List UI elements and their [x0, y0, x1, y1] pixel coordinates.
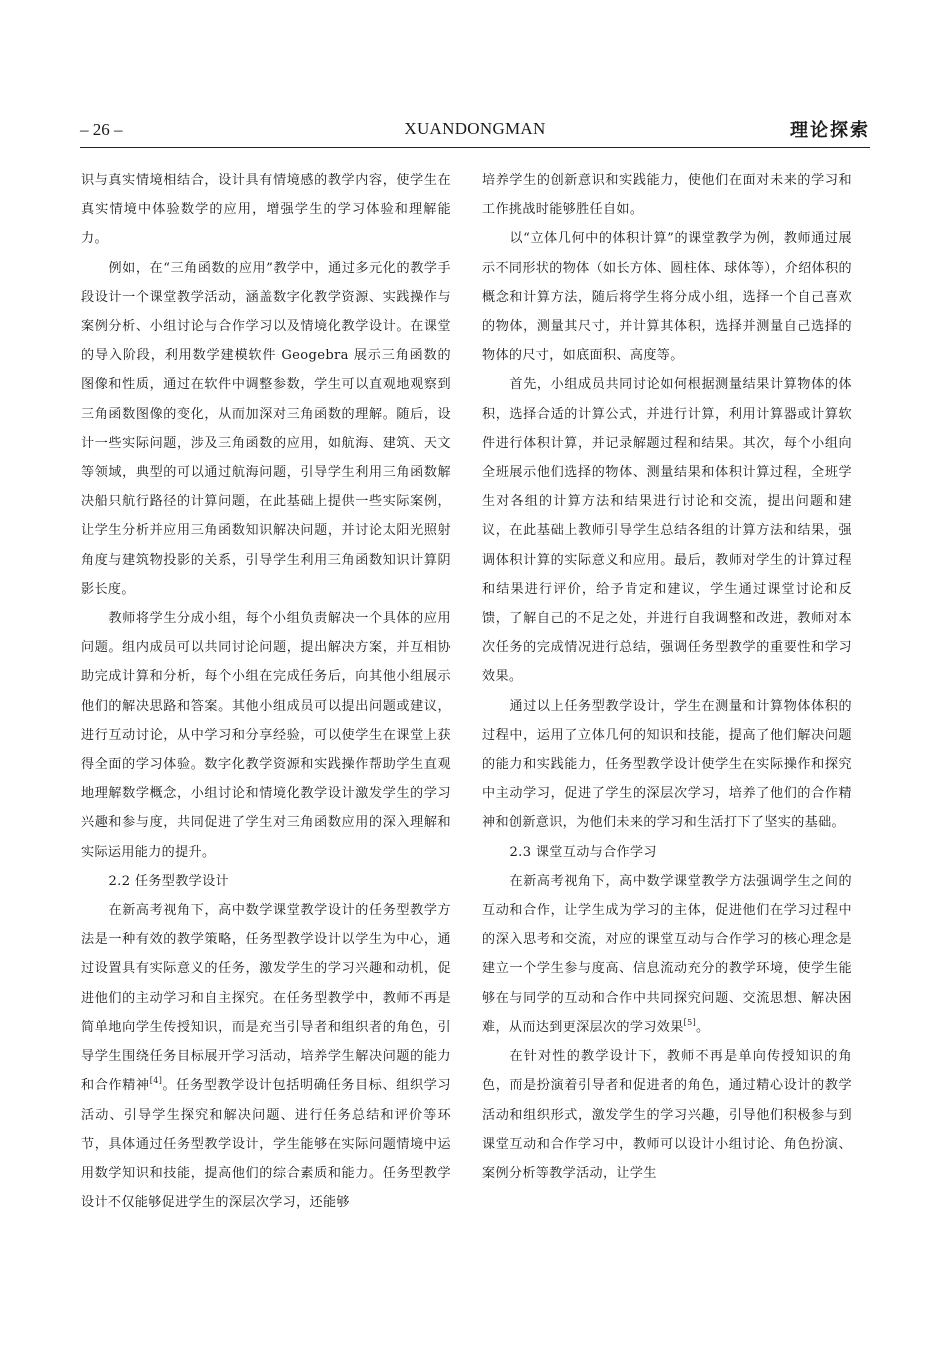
- paragraph-text: 在新高考视角下，高中数学课堂教学设计的任务型教学方法是一种有效的教学策略，任务型教学设计以学生为中心，通过设置具有实际意义的任务，激发学生的学习兴趣和动机，促进他们的主动学习和自主探究。在任务型教学中，教师不再是简单地向学生传授知识，而是充当引导者和组织者的角色，引导学生围绕任务目标展开学习活动，培养学生解决问题的能力和合作精神: [81, 903, 451, 1094]
- section-heading-2-3: 2.3 课堂互动与合作学习: [509, 844, 657, 860]
- header-rule: [80, 147, 870, 148]
- paragraph: 通过以上任务型教学设计，学生在测量和计算物体体积的过程中，运用了立体几何的知识和技能，提高了他们解决问题的能力和实践能力，任务型教学设计使学生在实际操作和探究中主动学习，促进了学生的深层次学习，培养了他们的合作精神和创新意识，为他们未来的学习和生活打下了坚实的基础。: [482, 698, 852, 831]
- paragraph: [81, 896, 451, 1217]
- paragraph-text: 在新高考视角下，高中数学课堂教学方法强调学生之间的互动和合作，让学生成为学习的主体，促进他们在学习过程中的深入思考和交流，对应的课堂互动与合作学习的核心理念是建立一个学生参与度高、信息流动充分的教学环境，使学生能够在与同学的互动和合作中共同探究问题、交流思想、解决困难，从而达到更深层次的学习效果: [482, 873, 852, 1035]
- paragraph: 教师将学生分成小组，每个小组负责解决一个具体的应用问题。组内成员可以共同讨论问题，提出解决方案，并互相协助完成计算和分析，每个小组在完成任务后，向其他小组展示他们的解决思路和答案。其他小组成员可以提出问题或建议，进行互动讨论，从中学习和分享经验，可以使学生在课堂上获得全面的学习体验。数字化教学资源和实践操作帮助学生直观地理解数学概念，小组讨论和情境化教学设计激发学生的学习兴趣和参与度，共同促进了学生对三角函数应用的深入理解和实际运用能力的提升。: [81, 611, 451, 860]
- paragraph: 在针对性的教学设计下，教师不再是单向传授知识的角色，而是扮演着引导者和促进者的角色，通过精心设计的教学活动和组织形式，激发学生的学习兴趣，引导他们积极参与到课堂互动和合作学习中，教师可以设计小组讨论、角色扮演、案例分析等教学活动，让学生: [482, 1049, 852, 1181]
- paragraph: [482, 867, 852, 1042]
- page-number: – 26 –: [80, 120, 123, 139]
- paragraph: 以“立体几何中的体积计算”的课堂教学为例，教师通过展示不同形状的物体（如长方体、圆柱体、球体等），介绍体积的概念和计算方法，随后将学生将分成小组，选择一个自己喜欢的物体，测量其尺寸，并计算其体积，选择并测量自己选择的物体的尺寸，如底面积、高度等。: [482, 231, 852, 364]
- running-header: [80, 116, 870, 146]
- citation-ref: [5]: [683, 1017, 697, 1027]
- right-column: [482, 166, 852, 1188]
- section-heading-2-2: 2.2 任务型教学设计: [108, 873, 229, 889]
- paragraph-text: 。: [696, 1019, 710, 1035]
- paragraph: 培养学生的创新意识和实践能力，使他们在面对未来的学习和工作挑战时能够胜任自如。: [482, 173, 852, 218]
- paragraph: 例如，在“三角函数的应用”教学中，通过多元化的教学手段设计一个课堂教学活动，涵盖数字化教学资源、实践操作与案例分析、小组讨论与合作学习以及情境化教学设计。在课堂的导入阶段，利用数学建模软件 Geogebra 展示三角函数的图像和性质，通过在软件中调整参数，学生可以直观地观察到三角函数图像的变化，从而加深对三角函数的理解。随后，设计一些实际问题，涉及三角函数的应用，如航海、建筑、天文等领域，典型的可以通过航海问题，引导学生利用三角函数解决船只航行路径的计算问题，在此基础上提供一些实际案例，让学生分析并应用三角函数知识解决问题，并讨论太阳光照射角度与建筑物投影的关系，引导学生利用三角函数知识计算阴影长度。: [81, 260, 451, 597]
- paragraph: 首先，小组成员共同讨论如何根据测量结果计算物体的体积，选择合适的计算公式，并进行计算，利用计算器或计算软件进行体积计算，并记录解题过程和结果。其次，每个小组向全班展示他们选择的物体、测量结果和体积计算过程，全班学生对各组的计算方法和结果进行讨论和交流，提出问题和建议，在此基础上教师引导学生总结各组的计算方法和结果，强调体积计算的实际意义和应用。最后，教师对学生的计算过程和结果进行评价，给予肯定和建议，学生通过课堂讨论和反馈，了解自己的不足之处，并进行自我调整和改进，教师对本次任务的完成情况进行总结，强调任务型教学的重要性和学习效果。: [482, 377, 852, 685]
- paragraph: 识与真实情境相结合，设计具有情境感的教学内容，使学生在真实情境中体验数学的应用，增强学生的学习体验和理解能力。: [81, 173, 451, 247]
- journal-name: XUANDONGMAN: [404, 119, 546, 138]
- left-column: [81, 166, 451, 1217]
- paragraph-text: 。任务型教学设计包括明确任务目标、组织学习活动、引导学生探究和解决问题、进行任务总结和评价等环节，具体通过任务型教学设计，学生能够在实际问题情境中运用数学知识和技能，提高他们的综合素质和能力。任务型教学设计不仅能够促进学生的深层次学习，还能够: [81, 1078, 452, 1211]
- citation-ref: [4]: [149, 1076, 163, 1086]
- section-title: 理论探索: [790, 120, 870, 141]
